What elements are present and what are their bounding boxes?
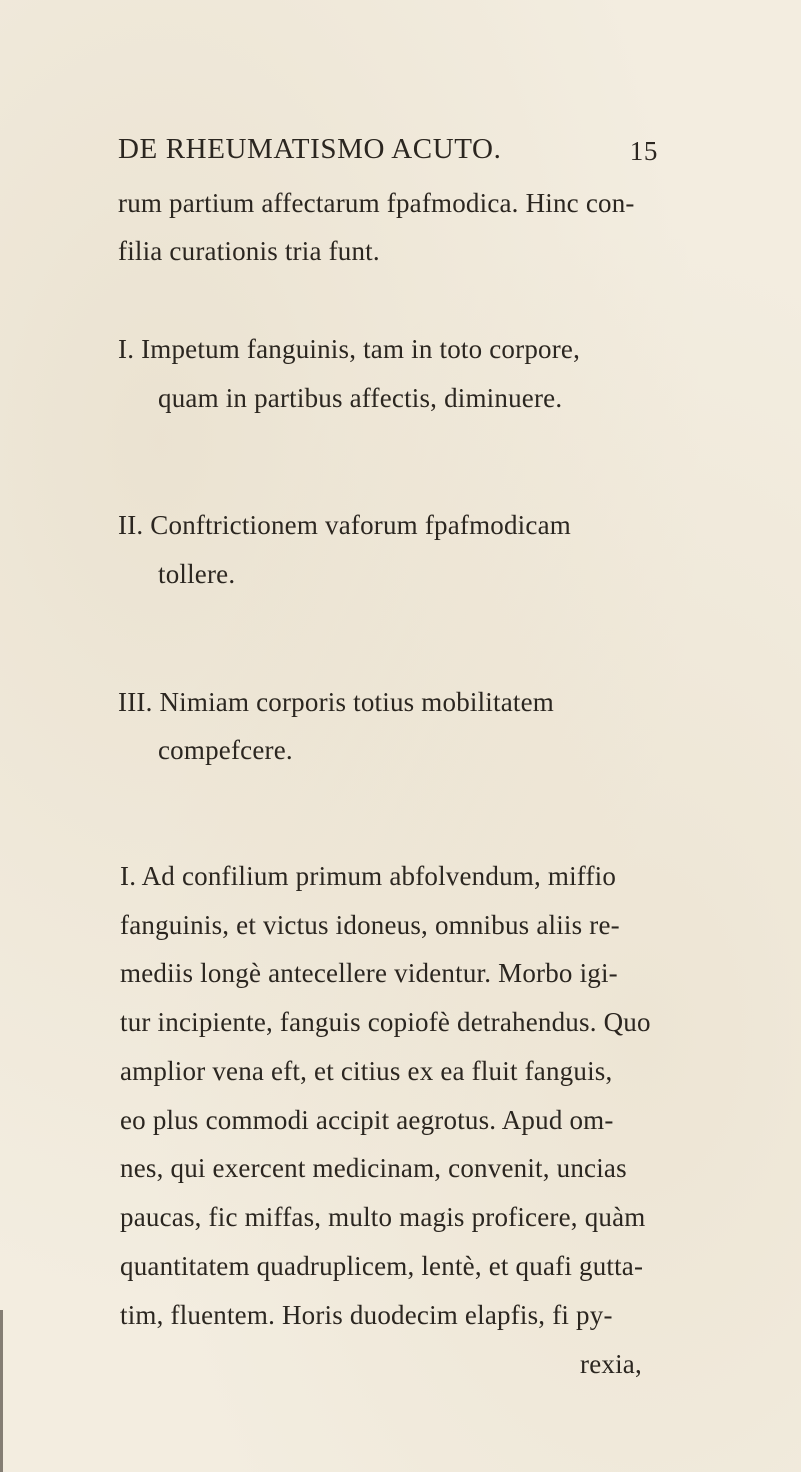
counsel-3-line: III. Nimiam corporis totius mobilitatem xyxy=(118,687,554,717)
counsel-2-line: tollere. xyxy=(158,559,236,589)
paragraph-line: tur incipiente, fanguis copiofè detrahendus. Quo xyxy=(120,1007,651,1037)
running-header xyxy=(118,132,658,166)
paragraph-line: quantitatem quadruplicem, lentè, et quafi gutta- xyxy=(120,1251,644,1281)
counsel-2-line: II. Conftrictionem vaforum fpafmodicam xyxy=(118,510,571,540)
running-title: DE RHEUMATISMO ACUTO. xyxy=(118,133,502,165)
page-edge-shadow xyxy=(0,1310,3,1472)
page-number: 15 xyxy=(629,136,658,166)
counsel-1-line: I. Impetum fanguinis, tam in toto corpore, xyxy=(118,334,581,364)
counsel-3-line: compefcere. xyxy=(158,735,293,765)
paragraph-line: nes, qui exercent medicinam, convenit, uncias xyxy=(120,1153,627,1183)
text-line: filia curationis tria funt. xyxy=(118,236,380,266)
catchword: rexia, xyxy=(580,1349,642,1379)
paragraph-line: I. Ad confilium primum abfolvendum, miffio xyxy=(120,861,617,891)
paragraph-line: eo plus commodi accipit aegrotus. Apud om- xyxy=(120,1105,614,1135)
paragraph-line: tim, fluentem. Horis duodecim elapfis, fi py- xyxy=(120,1300,613,1330)
paragraph-line: fanguinis, et victus idoneus, omnibus aliis re- xyxy=(120,910,620,940)
counsel-1-line: quam in partibus affectis, diminuere. xyxy=(158,383,563,413)
paragraph-line: amplior vena eft, et citius ex ea fluit fanguis, xyxy=(120,1056,613,1086)
text-line: rum partium affectarum fpafmodica. Hinc con- xyxy=(118,188,635,218)
paragraph-line: paucas, fic miffas, multo magis proficere, quàm xyxy=(120,1202,646,1232)
paragraph-line: mediis longè antecellere videntur. Morbo igi- xyxy=(120,958,618,988)
